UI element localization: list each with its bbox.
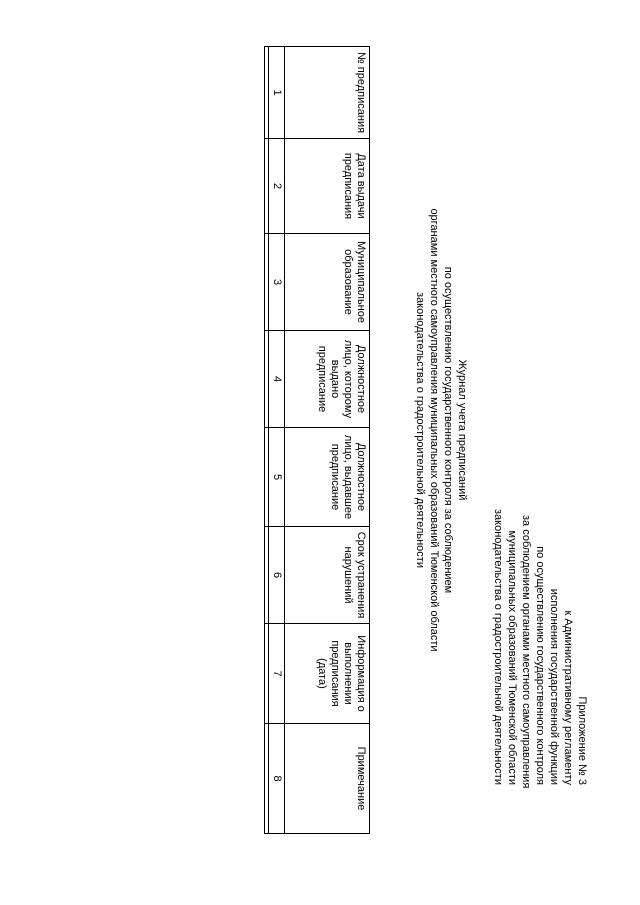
empty-cell bbox=[265, 47, 269, 139]
appendix-line: муниципальных образований Тюменской области bbox=[506, 530, 518, 785]
title-line: законодательства о градостроительной деятельности bbox=[414, 292, 426, 568]
title-line: Журнал учета предписаний bbox=[456, 359, 468, 501]
column-header: Дата выдачи предписания bbox=[285, 139, 370, 234]
column-number: 6 bbox=[269, 527, 285, 624]
column-number: 4 bbox=[269, 331, 285, 428]
column-header: Примечание bbox=[285, 724, 370, 834]
title-line: по осуществлению государственного контроля за соблюдением bbox=[442, 266, 454, 594]
column-header: Информация о выполнении предписания (дата) bbox=[285, 624, 370, 724]
empty-cell bbox=[265, 234, 269, 331]
empty-cell bbox=[265, 139, 269, 234]
empty-cell bbox=[265, 624, 269, 724]
appendix-line: к Административному регламенту bbox=[562, 610, 574, 785]
column-header: № предписания bbox=[285, 47, 370, 139]
table-header-row bbox=[285, 47, 370, 834]
column-number-row bbox=[269, 47, 285, 834]
appendix-line: за соблюдением органами местного самоуправления bbox=[520, 515, 532, 789]
column-number: 8 bbox=[269, 724, 285, 834]
empty-cell bbox=[265, 724, 269, 834]
title-line: органами местного самоуправления муниципальных образований Тюменской области bbox=[428, 208, 440, 652]
column-number: 3 bbox=[269, 234, 285, 331]
prescriptions-journal-table bbox=[264, 46, 370, 834]
column-number: 2 bbox=[269, 139, 285, 234]
empty-cell bbox=[265, 428, 269, 527]
column-header: Должностное лицо, выдавшее предписание bbox=[285, 428, 370, 527]
appendix-line: Приложение № 3 bbox=[576, 696, 588, 785]
column-number: 7 bbox=[269, 624, 285, 724]
empty-cell bbox=[265, 331, 269, 428]
column-number: 1 bbox=[269, 47, 285, 139]
column-number: 5 bbox=[269, 428, 285, 527]
appendix-line: законодательства о градостроительной деятельности bbox=[492, 509, 504, 785]
appendix-line: по осуществлению государственного контроля bbox=[534, 546, 546, 785]
column-header: Муниципальное образование bbox=[285, 234, 370, 331]
column-header: Должностное лицо, которому выдано предписание bbox=[285, 331, 370, 428]
appendix-block bbox=[480, 0, 640, 905]
empty-cell bbox=[265, 527, 269, 624]
column-header: Срок устранения нарушений bbox=[285, 527, 370, 624]
appendix-line: исполнения государственной функции bbox=[548, 588, 560, 785]
empty-table-row bbox=[265, 47, 269, 834]
